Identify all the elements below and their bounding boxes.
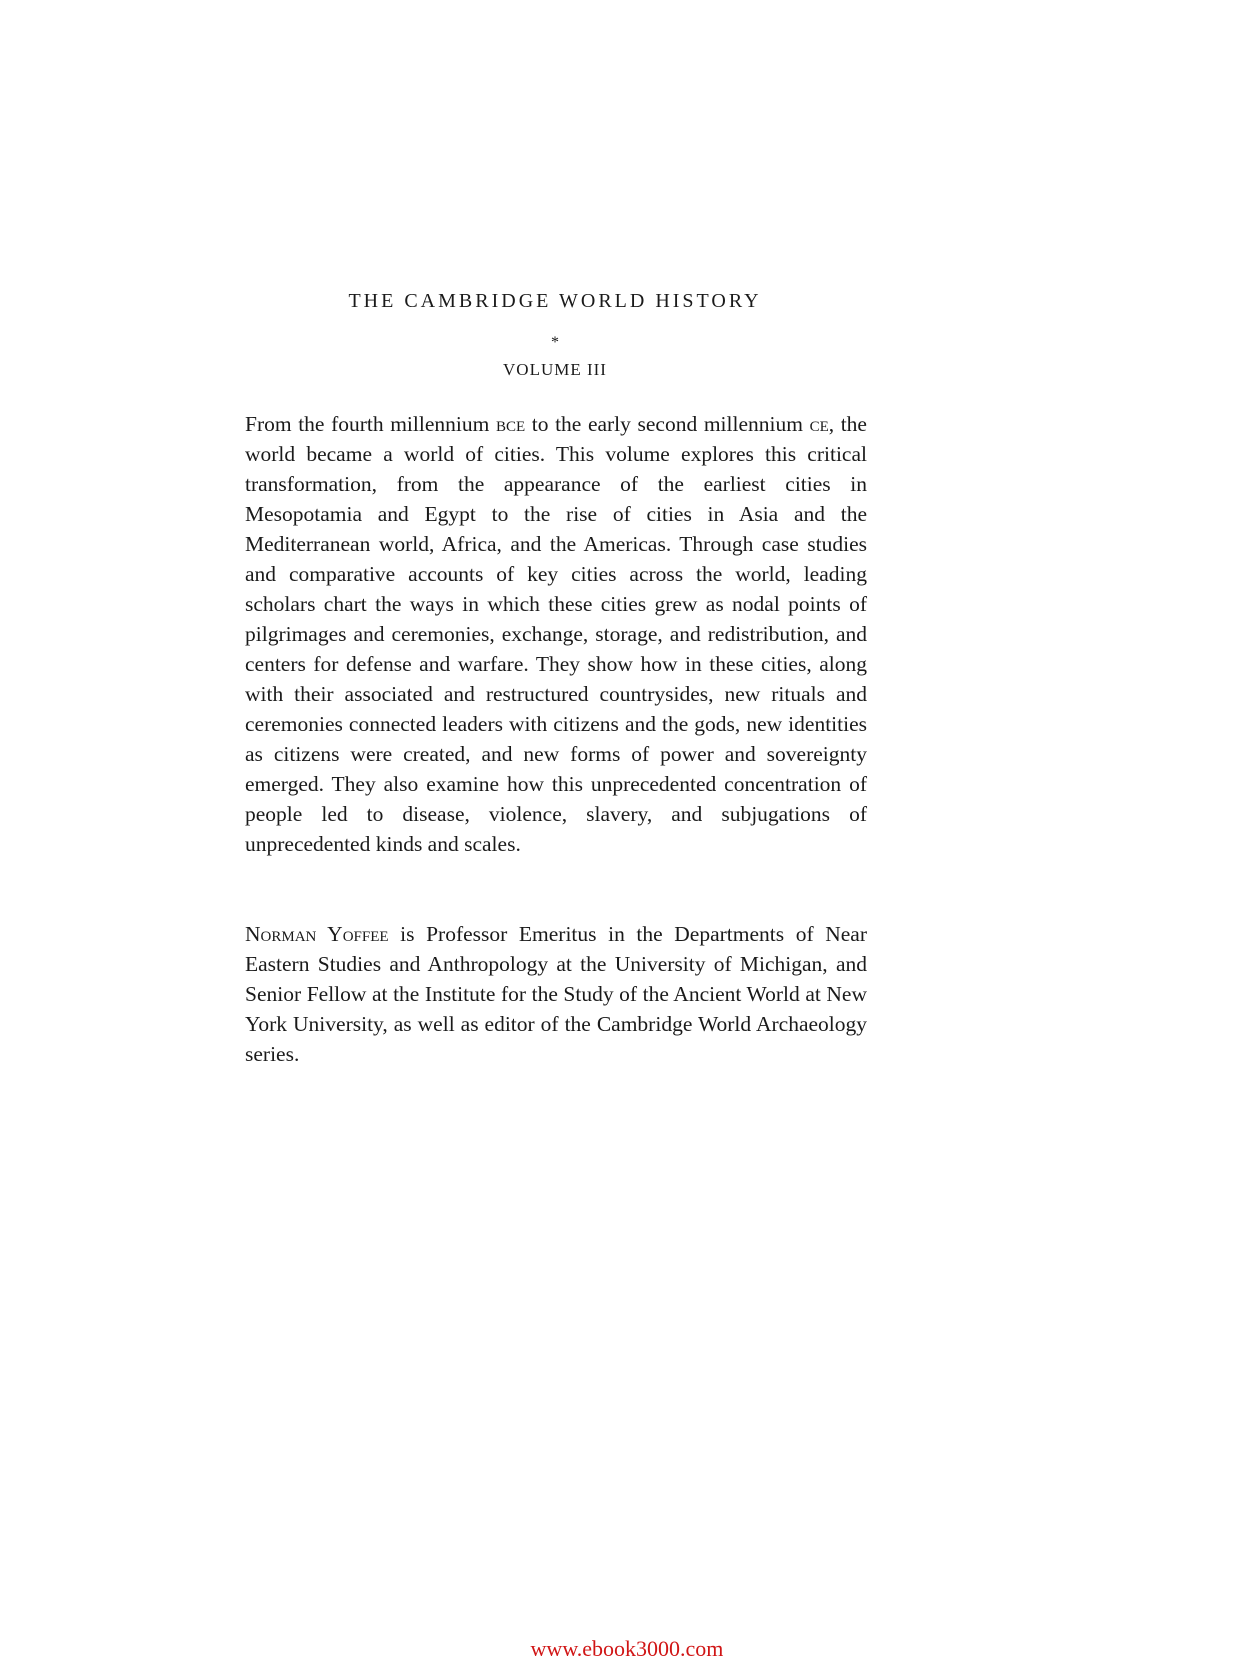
- author-bio: [245, 919, 867, 1069]
- volume-label: VOLUME III: [503, 360, 607, 379]
- ornament-asterisk: *: [551, 334, 559, 351]
- footer-website-link[interactable]: www.ebook3000.com: [530, 1636, 724, 1661]
- series-title: THE CAMBRIDGE WORLD HISTORY: [348, 290, 762, 312]
- era-bce: bce: [495, 412, 526, 436]
- volume-description: [245, 409, 867, 859]
- era-ce: ce: [809, 412, 829, 436]
- blurb-text-3: , the world became a world of cities. This volume explores this critical transformation, from the appearance of the earliest cities in Mesopotamia and Egypt to the rise of cities in Asia and the Mediterranean world, Africa, and the Americas. Through case studies and comparative accounts of key cities across the world, leading scholars chart the ways in which these cities grew as nodal points of pilgrimages and ceremonies, exchange, storage, and redistribution, and centers for defense and warfare. They show how in these cities, along with their associated and restructured countrysides, new rituals and ceremonies connected leaders with citizens and the gods, new identities as citizens were created, and new forms of power and sovereignty emerged. They also examine how this unprecedented concentration of people led to disease, violence, slavery, and subjugations of unprecedented kinds and scales.: [245, 412, 867, 856]
- author-name: Norman Yoffee: [245, 922, 389, 946]
- author-bio-text: is Professor Emeritus in the Departments of Near Eastern Studies and Anthropology at the University of Michigan, and Senior Fellow at the Institute for the Study of the Ancient World at New York University, as well as editor of the Cambridge World Archaeology series.: [245, 922, 868, 1066]
- blurb-text-2: to the early second millennium: [525, 412, 810, 436]
- blurb-text-1: From the fourth millennium: [245, 412, 496, 436]
